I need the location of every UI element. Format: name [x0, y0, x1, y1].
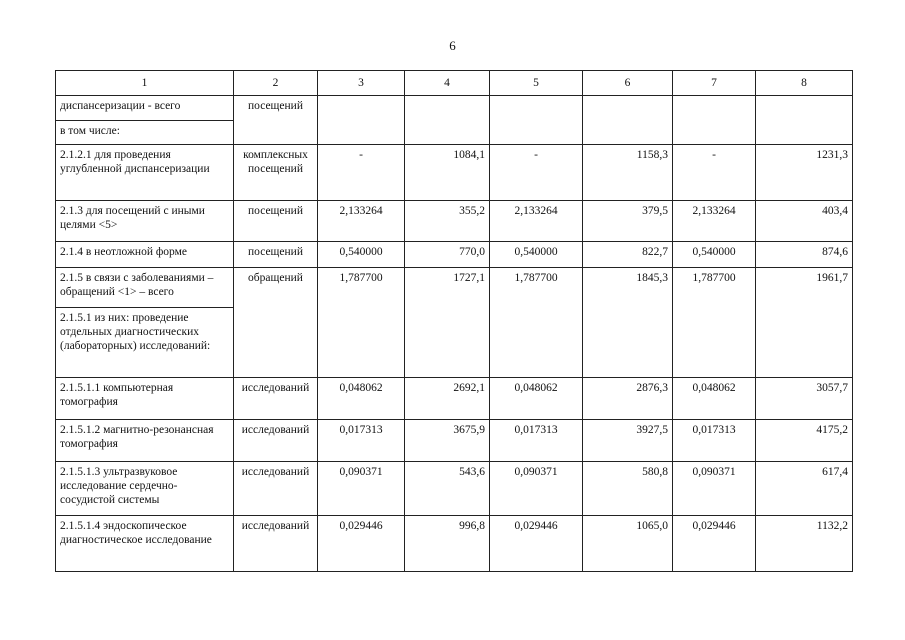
- row-label: в том числе:: [56, 121, 234, 145]
- table-row: [56, 420, 853, 462]
- cell-value: 1,787700: [673, 268, 756, 378]
- cell-value: 3927,5: [583, 420, 673, 462]
- cell-value: 822,7: [583, 242, 673, 268]
- table-row: [56, 268, 853, 308]
- cell-value: 2876,3: [583, 378, 673, 420]
- column-header: 8: [756, 71, 853, 96]
- row-label: 2.1.5 в связи с заболеваниями – обращений <1> – всего: [56, 268, 234, 308]
- column-header: 1: [56, 71, 234, 96]
- cell-value: 996,8: [405, 516, 490, 572]
- row-label: 2.1.5.1.1 компьютерная томография: [56, 378, 234, 420]
- row-unit: исследований: [234, 462, 318, 516]
- cell-value: [318, 96, 405, 145]
- column-header: 5: [490, 71, 583, 96]
- row-unit: исследований: [234, 378, 318, 420]
- cell-value: 1084,1: [405, 145, 490, 201]
- row-label: диспансеризации - всего: [56, 96, 234, 121]
- cell-value: 0,048062: [490, 378, 583, 420]
- cell-value: 0,029446: [673, 516, 756, 572]
- row-unit: посещений: [234, 242, 318, 268]
- cell-value: 543,6: [405, 462, 490, 516]
- row-label: 2.1.5.1.4 эндоскопическое диагностическое исследование: [56, 516, 234, 572]
- cell-value: -: [673, 145, 756, 201]
- cell-value: 1845,3: [583, 268, 673, 378]
- cell-value: 770,0: [405, 242, 490, 268]
- cell-value: 1132,2: [756, 516, 853, 572]
- cell-value: -: [318, 145, 405, 201]
- table-row: [56, 201, 853, 242]
- cell-value: -: [490, 145, 583, 201]
- cell-value: 3057,7: [756, 378, 853, 420]
- table-row: [56, 242, 853, 268]
- page-number: 6: [449, 38, 456, 53]
- column-header: 7: [673, 71, 756, 96]
- cell-value: 2692,1: [405, 378, 490, 420]
- cell-value: [673, 96, 756, 145]
- cell-value: 0,540000: [318, 242, 405, 268]
- table-row: [56, 378, 853, 420]
- cell-value: 2,133264: [318, 201, 405, 242]
- cell-value: [405, 96, 490, 145]
- row-unit: посещений: [234, 96, 318, 145]
- cell-value: 1727,1: [405, 268, 490, 378]
- cell-value: 0,017313: [318, 420, 405, 462]
- cell-value: 580,8: [583, 462, 673, 516]
- cell-value: 1158,3: [583, 145, 673, 201]
- cell-value: 379,5: [583, 201, 673, 242]
- column-header: 3: [318, 71, 405, 96]
- row-unit: посещений: [234, 201, 318, 242]
- cell-value: 0,029446: [318, 516, 405, 572]
- table-row: [56, 462, 853, 516]
- cell-value: 0,090371: [318, 462, 405, 516]
- cell-value: 0,048062: [318, 378, 405, 420]
- column-header: 6: [583, 71, 673, 96]
- cell-value: 1,787700: [318, 268, 405, 378]
- data-table: [55, 70, 853, 572]
- cell-value: [490, 96, 583, 145]
- cell-value: 1231,3: [756, 145, 853, 201]
- row-unit: исследований: [234, 420, 318, 462]
- cell-value: 1065,0: [583, 516, 673, 572]
- cell-value: 874,6: [756, 242, 853, 268]
- cell-value: 3675,9: [405, 420, 490, 462]
- cell-value: 355,2: [405, 201, 490, 242]
- cell-value: 2,133264: [490, 201, 583, 242]
- column-header: 4: [405, 71, 490, 96]
- row-label: 2.1.2.1 для проведения углубленной диспансеризации: [56, 145, 234, 201]
- table-header-row: [56, 71, 853, 96]
- row-label: 2.1.5.1.3 ультразвуковое исследование сердечно-сосудистой системы: [56, 462, 234, 516]
- row-unit: исследований: [234, 516, 318, 572]
- cell-value: 0,017313: [673, 420, 756, 462]
- cell-value: 617,4: [756, 462, 853, 516]
- cell-value: 0,540000: [673, 242, 756, 268]
- cell-value: 2,133264: [673, 201, 756, 242]
- column-header: 2: [234, 71, 318, 96]
- cell-value: [583, 96, 673, 145]
- cell-value: 403,4: [756, 201, 853, 242]
- cell-value: 0,090371: [673, 462, 756, 516]
- row-label: 2.1.4 в неотложной форме: [56, 242, 234, 268]
- cell-value: 4175,2: [756, 420, 853, 462]
- row-unit: обращений: [234, 268, 318, 378]
- cell-value: 1,787700: [490, 268, 583, 378]
- row-label: 2.1.3 для посещений с иными целями <5>: [56, 201, 234, 242]
- table-row: [56, 516, 853, 572]
- row-label: 2.1.5.1 из них: проведение отдельных диагностических (лабораторных) исследований:: [56, 308, 234, 378]
- cell-value: 0,540000: [490, 242, 583, 268]
- table-row: [56, 145, 853, 201]
- cell-value: 0,090371: [490, 462, 583, 516]
- table-row: [56, 96, 853, 121]
- cell-value: 0,048062: [673, 378, 756, 420]
- cell-value: 1961,7: [756, 268, 853, 378]
- cell-value: [756, 96, 853, 145]
- row-label: 2.1.5.1.2 магнитно-резонансная томография: [56, 420, 234, 462]
- cell-value: 0,017313: [490, 420, 583, 462]
- row-unit: комплексных посещений: [234, 145, 318, 201]
- cell-value: 0,029446: [490, 516, 583, 572]
